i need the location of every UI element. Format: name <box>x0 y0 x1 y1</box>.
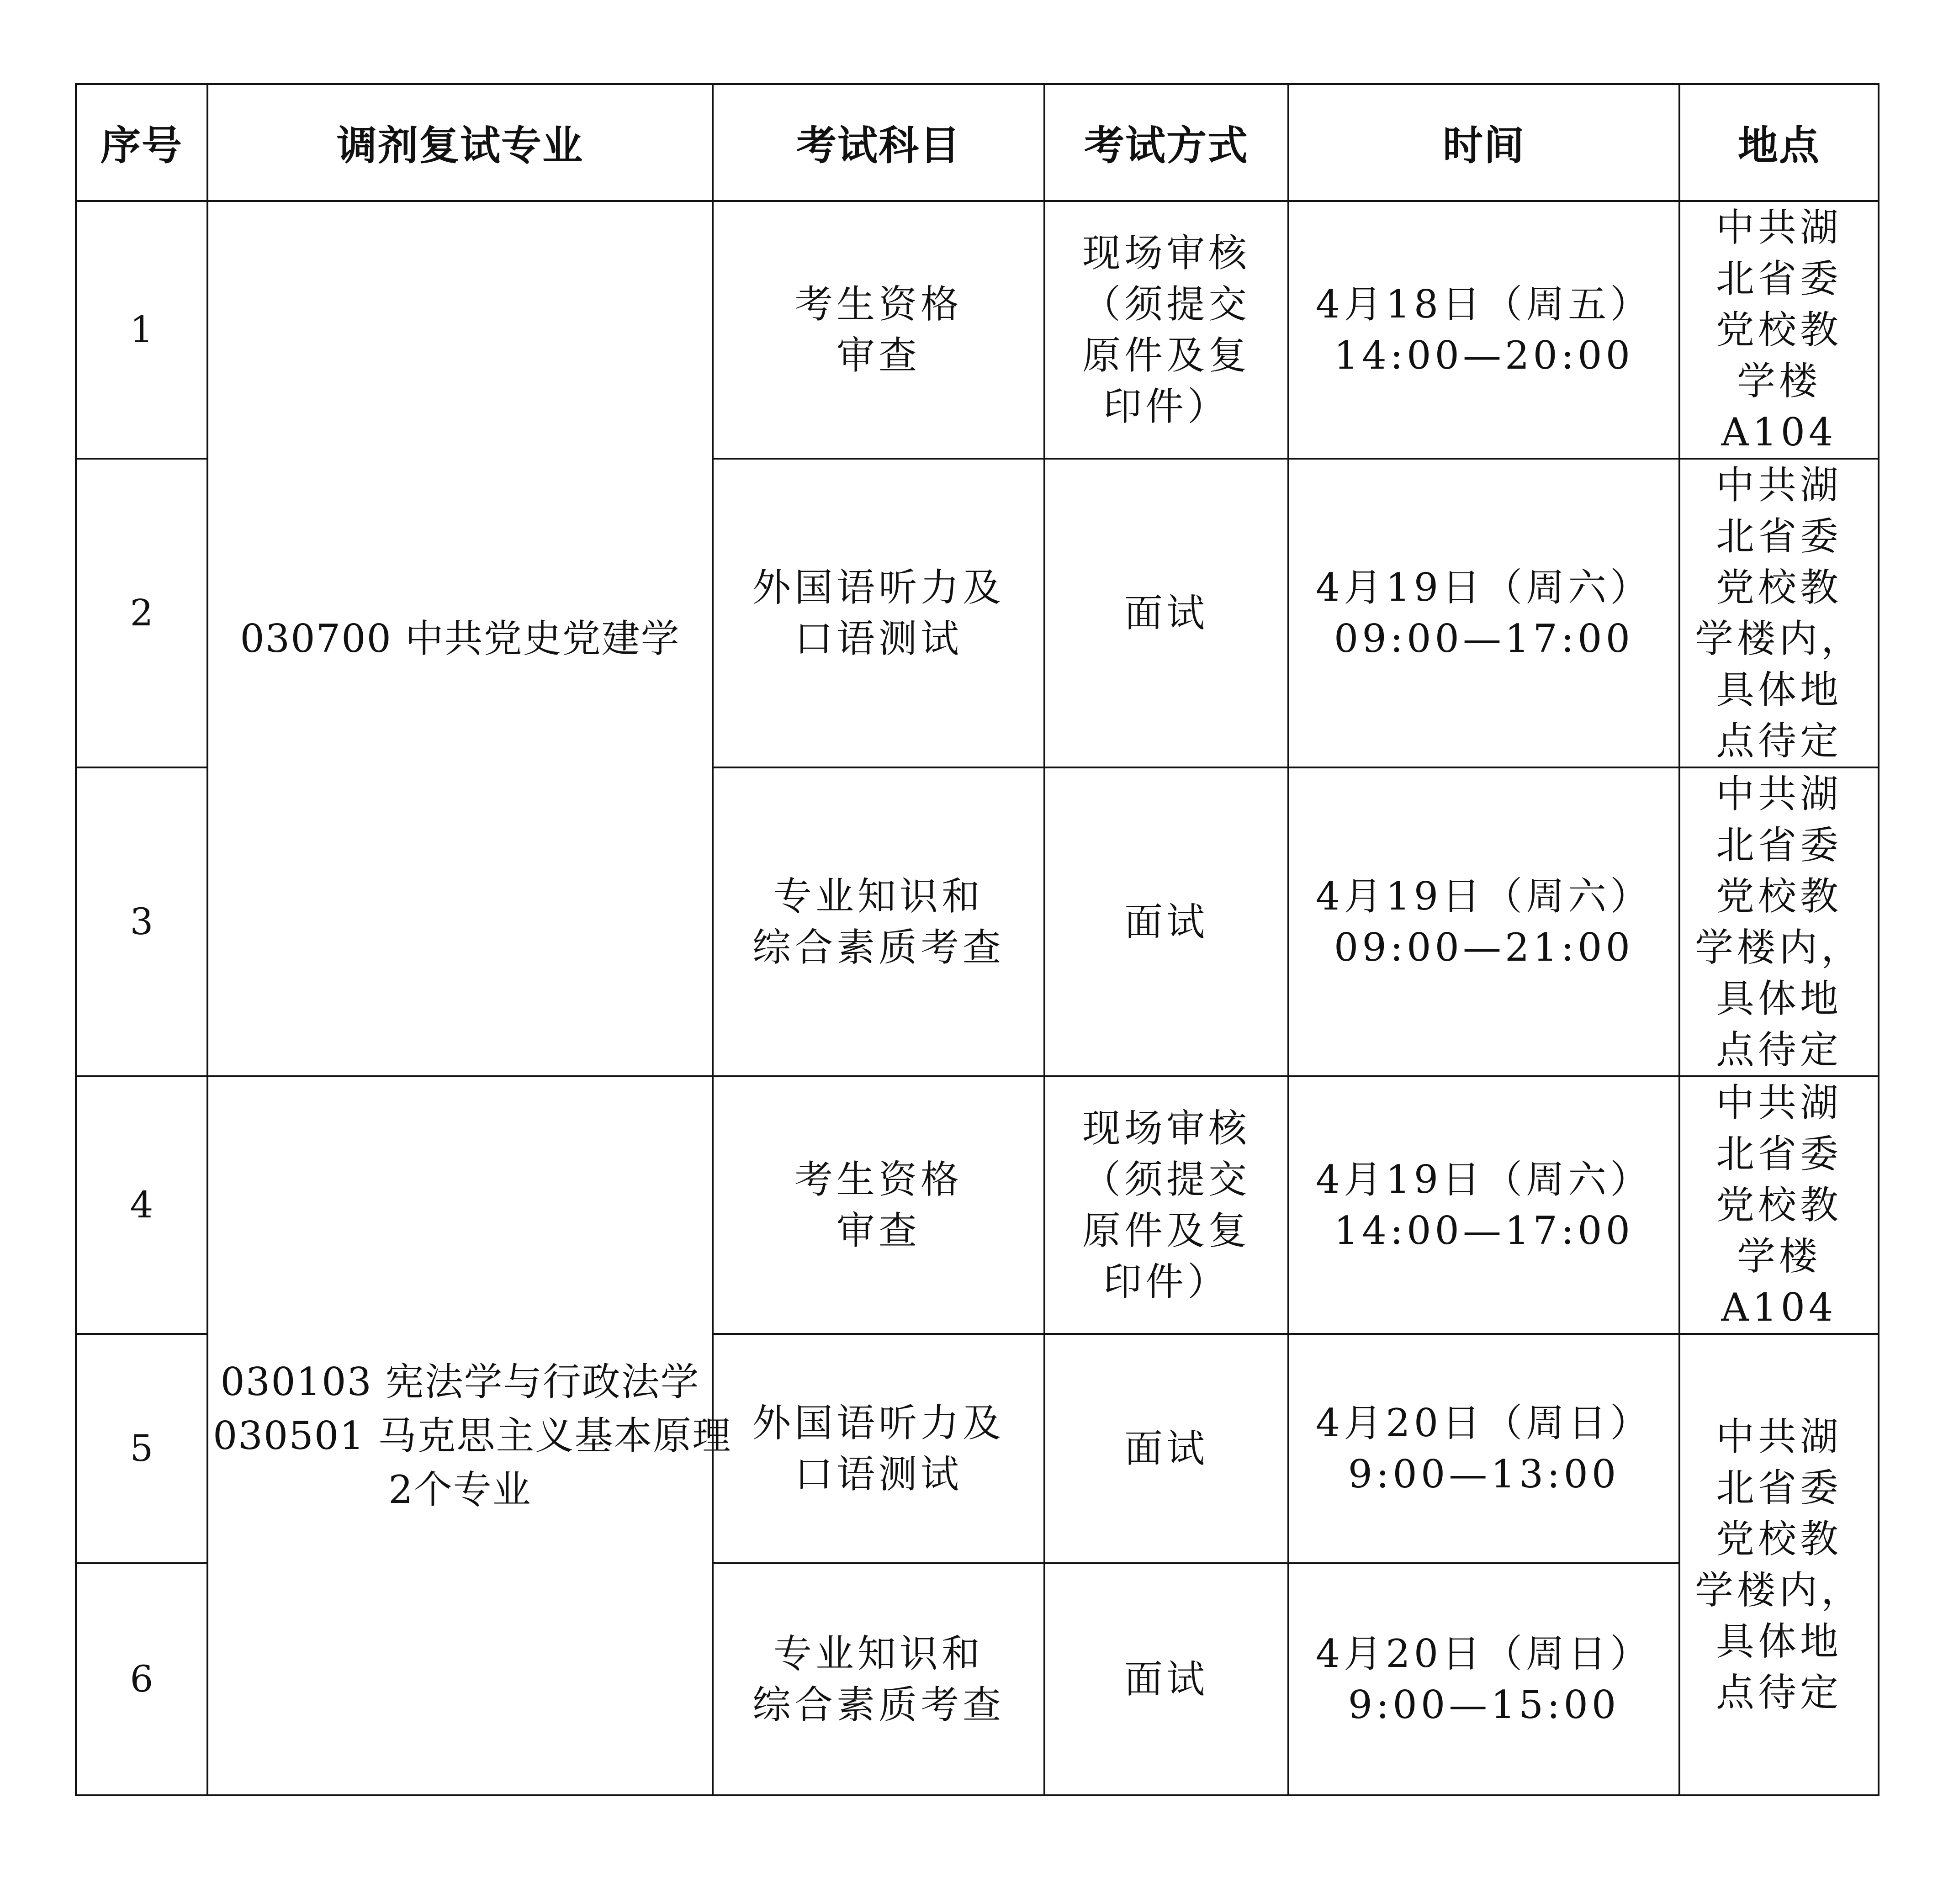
place-line: 党校教 <box>1715 1517 1842 1561</box>
place-line: A104 <box>1721 1285 1837 1330</box>
hours-line: 9:00—15:00 <box>1348 1682 1620 1727</box>
header-subject: 考试科目 <box>713 84 1044 201</box>
hours-line: 09:00—21:00 <box>1334 925 1634 970</box>
seq-cell: 6 <box>76 1563 207 1795</box>
method-line: 现场审核 <box>1082 1106 1250 1151</box>
table-row <box>76 1076 1879 1334</box>
major-cell <box>207 201 713 1076</box>
seq-cell: 5 <box>76 1334 207 1563</box>
hours-line: 09:00—17:00 <box>1334 616 1634 661</box>
method-line: 面试 <box>1124 591 1208 635</box>
method-line: 原件及复 <box>1082 1208 1250 1253</box>
major-cell <box>207 1076 732 1795</box>
major-line: 030700 中共党史党建学 <box>240 616 680 661</box>
place-line: 党校教 <box>1715 565 1842 610</box>
place-line: 学楼内， <box>1694 616 1863 661</box>
place-line: 中共湖 <box>1715 772 1842 816</box>
header-time: 时间 <box>1288 84 1679 201</box>
subject-line: 外国语听力及 <box>752 565 1005 610</box>
subject-line: 专业知识和 <box>773 874 984 919</box>
seq-cell: 2 <box>76 459 207 767</box>
subject-cell <box>713 201 1044 459</box>
subject-line: 考生资格 <box>794 1157 963 1202</box>
place-line: 具体地 <box>1715 976 1842 1021</box>
subject-cell <box>713 1563 1044 1795</box>
subject-cell <box>713 767 1044 1076</box>
place-line: 北省委 <box>1715 256 1842 301</box>
place-line: 中共湖 <box>1715 205 1842 250</box>
method-line: 现场审核 <box>1082 231 1250 275</box>
time-cell <box>1288 201 1679 459</box>
method-cell <box>1044 1334 1288 1563</box>
place-line: 具体地 <box>1715 667 1842 712</box>
method-line: 原件及复 <box>1082 333 1250 378</box>
date-line: 4月19日（周六） <box>1315 1157 1652 1202</box>
subject-line: 口语测试 <box>794 616 963 661</box>
place-line: 学楼 <box>1737 1234 1821 1279</box>
place-line: 中共湖 <box>1715 1414 1842 1459</box>
place-cell <box>1679 767 1879 1076</box>
method-line: 印件） <box>1103 384 1229 429</box>
major-line: 030501 马克思主义基本原理 <box>213 1413 732 1458</box>
method-line: （须提交 <box>1082 282 1250 327</box>
subject-line: 综合素质考查 <box>752 1682 1005 1727</box>
hours-line: 14:00—20:00 <box>1334 333 1634 378</box>
method-cell <box>1044 201 1288 459</box>
place-cell <box>1679 459 1879 767</box>
method-line: 印件） <box>1103 1259 1229 1304</box>
place-line: 中共湖 <box>1715 1080 1842 1125</box>
method-line: （须提交 <box>1082 1157 1250 1202</box>
method-line: 面试 <box>1124 899 1208 944</box>
header-place: 地点 <box>1679 84 1879 201</box>
place-cell <box>1679 1076 1879 1334</box>
major-line: 030103 宪法学与行政法学 <box>220 1359 700 1404</box>
place-line: 点待定 <box>1715 1670 1842 1715</box>
method-cell <box>1044 767 1288 1076</box>
subject-line: 审查 <box>836 1208 921 1253</box>
place-line: 学楼 <box>1737 359 1821 403</box>
time-cell <box>1288 767 1679 1076</box>
place-line: 北省委 <box>1715 823 1842 867</box>
place-line: 党校教 <box>1715 1183 1842 1227</box>
subject-cell <box>713 459 1044 767</box>
place-line: 具体地 <box>1715 1619 1842 1664</box>
place-line: 党校教 <box>1715 307 1842 352</box>
method-line: 面试 <box>1124 1657 1208 1702</box>
place-cell <box>1679 1334 1879 1795</box>
subject-line: 外国语听力及 <box>752 1401 1005 1445</box>
seq-cell: 3 <box>76 767 207 1076</box>
date-line: 4月20日（周日） <box>1315 1401 1652 1445</box>
method-cell <box>1044 1563 1288 1795</box>
place-line: 北省委 <box>1715 1465 1842 1510</box>
place-cell <box>1679 201 1879 459</box>
date-line: 4月19日（周六） <box>1315 874 1652 919</box>
place-line: 学楼内， <box>1694 1568 1863 1613</box>
header-seq: 序号 <box>76 84 207 201</box>
place-line: 北省委 <box>1715 514 1842 559</box>
hours-line: 9:00—13:00 <box>1348 1452 1620 1497</box>
seq-cell: 4 <box>76 1076 207 1334</box>
subject-line: 审查 <box>836 333 921 378</box>
date-line: 4月20日（周日） <box>1315 1631 1652 1676</box>
time-cell <box>1288 1076 1679 1334</box>
place-line: 北省委 <box>1715 1132 1842 1176</box>
method-cell <box>1044 459 1288 767</box>
time-cell <box>1288 1334 1679 1563</box>
header-row <box>76 84 1879 201</box>
method-line: 面试 <box>1124 1426 1208 1471</box>
major-line: 2个专业 <box>388 1467 532 1512</box>
header-major: 调剂复试专业 <box>207 84 713 201</box>
subject-line: 考生资格 <box>794 282 963 327</box>
header-method: 考试方式 <box>1044 84 1288 201</box>
time-cell <box>1288 459 1679 767</box>
place-line: A104 <box>1721 410 1837 455</box>
schedule-table <box>75 83 1879 1796</box>
hours-line: 14:00—17:00 <box>1334 1208 1634 1253</box>
date-line: 4月19日（周六） <box>1315 565 1652 610</box>
date-line: 4月18日（周五） <box>1315 282 1652 327</box>
place-line: 点待定 <box>1715 1027 1842 1072</box>
seq-cell: 1 <box>76 201 207 459</box>
method-cell <box>1044 1076 1288 1334</box>
subject-line: 专业知识和 <box>773 1631 984 1676</box>
place-line: 学楼内， <box>1694 925 1863 970</box>
table-row <box>76 201 1879 459</box>
subject-line: 口语测试 <box>794 1452 963 1497</box>
subject-line: 综合素质考查 <box>752 925 1005 970</box>
subject-cell <box>713 1076 1044 1334</box>
place-line: 点待定 <box>1715 719 1842 763</box>
subject-cell <box>713 1334 1044 1563</box>
time-cell <box>1288 1563 1679 1795</box>
place-line: 党校教 <box>1715 874 1842 919</box>
place-line: 中共湖 <box>1715 463 1842 508</box>
